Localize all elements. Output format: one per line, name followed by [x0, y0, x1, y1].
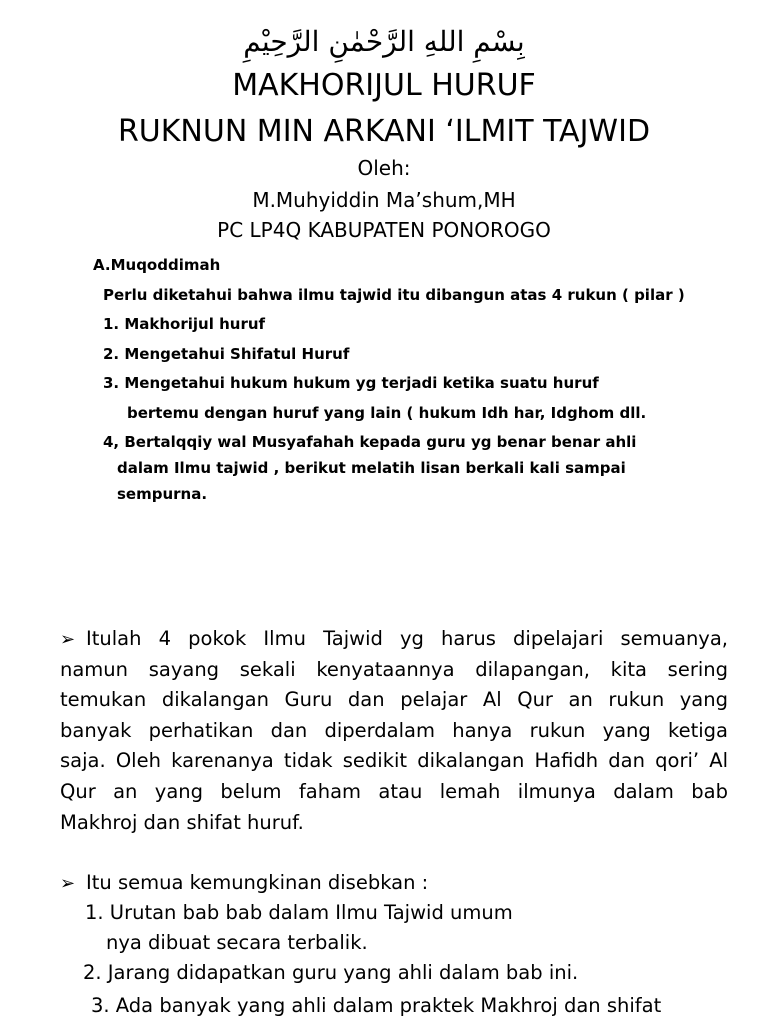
cause-item-1: 1. Urutan bab bab dalam Ilmu Tajwid umum — [85, 901, 513, 924]
list-item-4-continued: dalam Ilmu tajwid , berikut melatih lisan berkali kali sampai — [117, 459, 626, 477]
section-intro: Perlu diketahui bahwa ilmu tajwid itu dibangun atas 4 rukun ( pilar ) — [103, 286, 685, 304]
cause-item-3: 3. Ada banyak yang ahli dalam praktek Makhroj dan shifat — [91, 994, 662, 1017]
arrow-bullet-icon: ➢ — [60, 873, 76, 894]
list-item-3: 3. Mengetahui hukum hukum yg terjadi ketika suatu huruf — [103, 374, 599, 392]
causes-heading: ➢ Itu semua kemungkinan disebkan : — [60, 870, 428, 897]
paragraph-line: namun sayang sekali kenyataannya dilapangan, kita sering — [60, 657, 728, 681]
section-heading: A.Muqoddimah — [93, 256, 221, 274]
arrow-bullet-icon: ➢ — [60, 629, 76, 650]
list-item-4-end: sempurna. — [117, 485, 208, 503]
cause-item-1-continued: nya dibuat secara terbalik. — [106, 931, 368, 954]
basmalah: بِسْمِ اللهِ الرَّحْمٰنِ الرَّحِيْمِ — [243, 25, 525, 58]
list-item-1: 1. Makhorijul huruf — [103, 315, 266, 333]
organization: PC LP4Q KABUPATEN PONOROGO — [217, 218, 551, 242]
author-name: M.Muhyiddin Ma’shum,MH — [252, 188, 516, 212]
author-prefix: Oleh: — [357, 156, 411, 180]
paragraph-line: saja. Oleh karenanya tidak sedikit dikalangan Hafidh dan qori’ Al — [60, 749, 728, 773]
list-item-3-continued: bertemu dengan huruf yang lain ( hukum Idh har, Idghom dll. — [127, 404, 647, 422]
list-item-2: 2. Mengetahui Shifatul Huruf — [103, 345, 350, 363]
list-item-4: 4, Bertalqqiy wal Musyafahah kepada guru yg benar benar ahli — [103, 433, 637, 451]
summary-paragraph — [60, 624, 728, 838]
paragraph-line: banyak perhatikan dan diperdalam hanya rukun yang ketiga — [60, 718, 728, 742]
paragraph-line: temukan dikalangan Guru dan pelajar Al Qur an rukun yang — [60, 688, 728, 712]
title-line-2: RUKNUN MIN ARKANI ‘ILMIT TAJWID — [117, 114, 651, 149]
paragraph-line: Makhroj dan shifat huruf. — [60, 810, 304, 834]
cause-item-2: 2. Jarang didapatkan guru yang ahli dalam bab ini. — [83, 961, 579, 984]
title-line-1: MAKHORIJUL HURUF — [232, 68, 536, 103]
paragraph-line: Qur an yang belum faham atau lemah ilmunya dalam bab — [60, 779, 728, 803]
paragraph-line: ➢ Itulah 4 pokok Ilmu Tajwid yg harus dipelajari semuanya, — [60, 624, 728, 655]
